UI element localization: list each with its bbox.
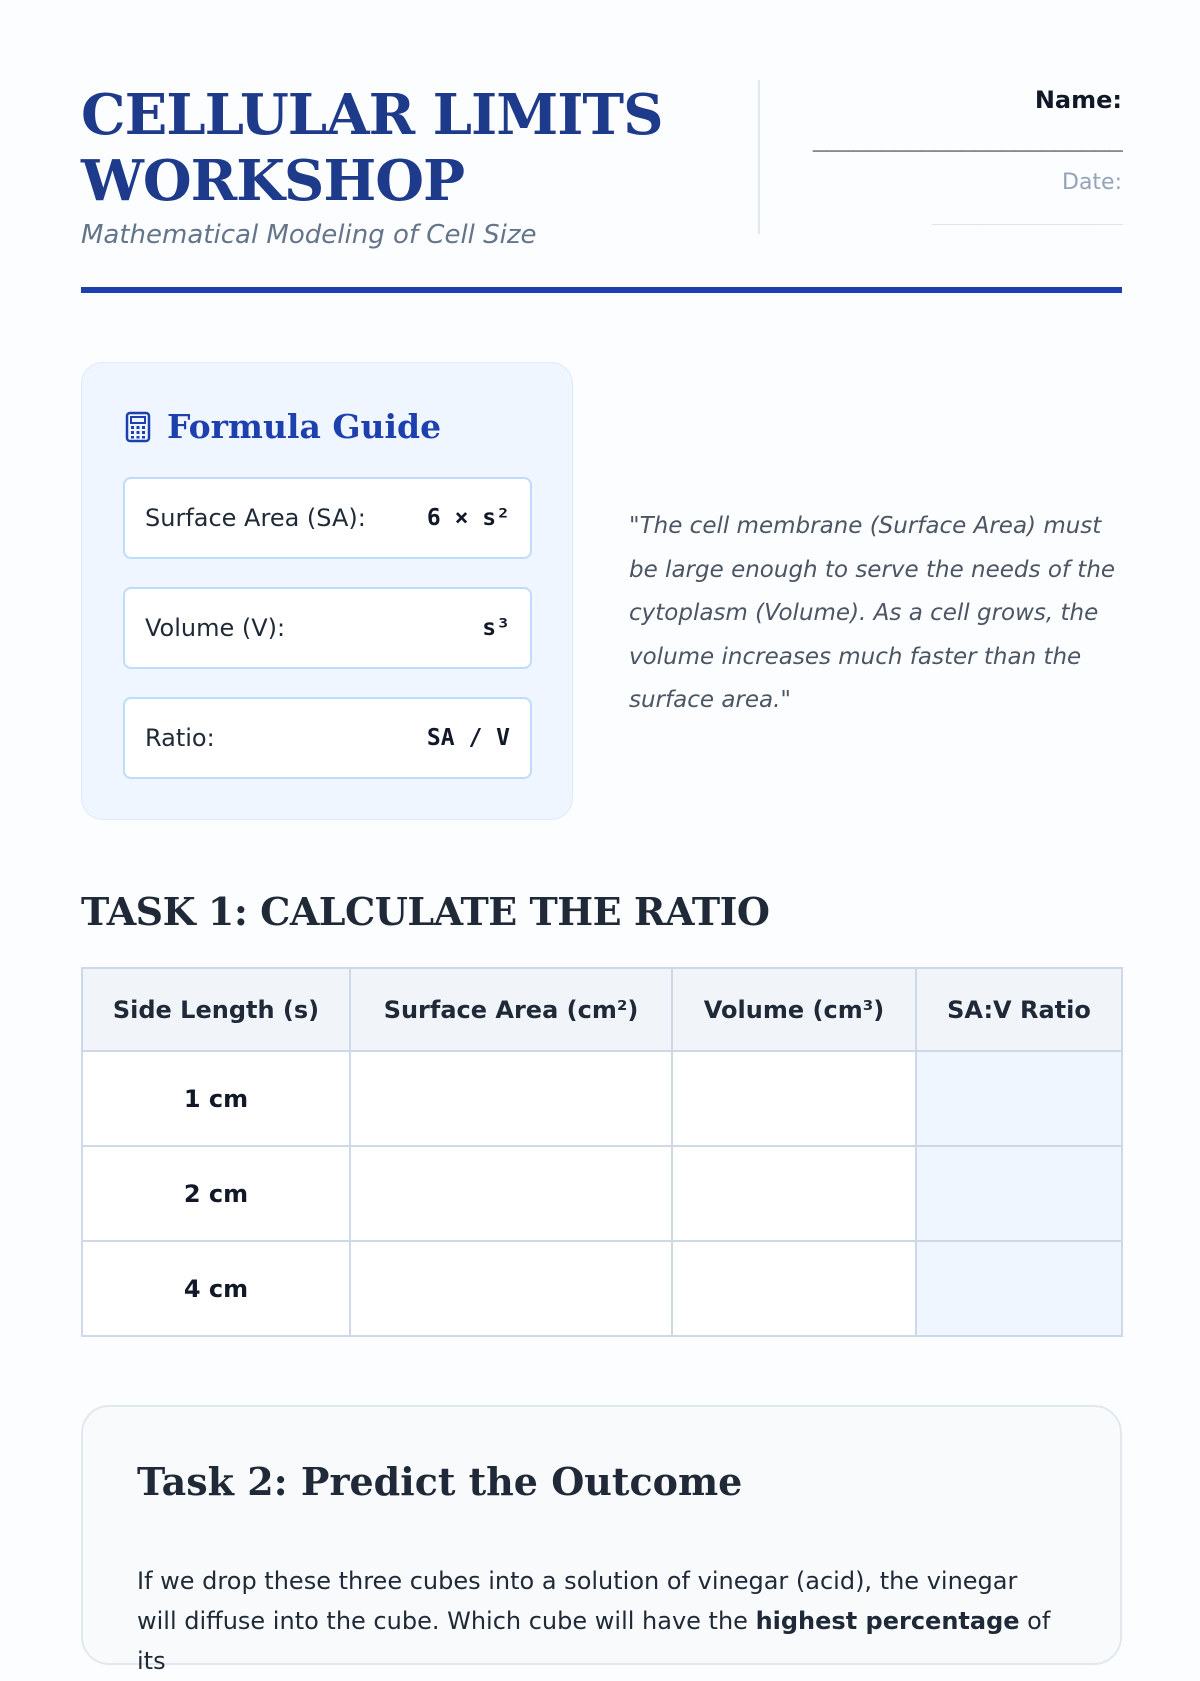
formula-guide-card xyxy=(81,362,573,820)
column-header: SA:V Ratio xyxy=(916,968,1122,1051)
title-line-1: CELLULAR LIMITS xyxy=(81,82,663,148)
task2-emphasis: highest percentage xyxy=(755,1607,1020,1635)
side-length-cell: 2 cm xyxy=(82,1146,350,1241)
task1-heading: TASK 1: CALCULATE THE RATIO xyxy=(81,889,770,934)
formula-value: 6 × s² xyxy=(426,505,510,531)
task2-text-end: of its xyxy=(137,1607,1051,1675)
formula-volume xyxy=(123,587,532,669)
formula-value: SA / V xyxy=(426,725,510,751)
surface-area-answer-cell[interactable] xyxy=(350,1241,672,1336)
task2-text: If we drop these three cubes into a solution of vinegar (acid), the vinegar will diffuse into the cube. Which cube will have the xyxy=(137,1567,1018,1635)
volume-answer-cell[interactable] xyxy=(672,1241,916,1336)
formula-guide-title: Formula Guide xyxy=(167,407,442,446)
side-length-cell: 4 cm xyxy=(82,1241,350,1336)
date-field[interactable]: ______________________ xyxy=(932,206,1122,225)
page-subtitle: Mathematical Modeling of Cell Size xyxy=(81,220,537,250)
ratio-answer-cell[interactable] xyxy=(916,1241,1122,1336)
worksheet-header xyxy=(81,0,1122,296)
volume-answer-cell[interactable] xyxy=(672,1146,916,1241)
formula-label: Surface Area (SA): xyxy=(145,504,366,532)
table-row xyxy=(82,1146,1122,1241)
task2-card xyxy=(81,1405,1122,1675)
formula-value: s³ xyxy=(482,615,510,641)
date-label: Date: xyxy=(1062,170,1122,195)
ratio-answer-cell[interactable] xyxy=(916,1146,1122,1241)
concept-quote: "The cell membrane (Surface Area) must be large enough to serve the needs of the cytoplasm (Volume). As a cell grows, the volume increases much faster than the surface area." xyxy=(629,513,1116,713)
name-field[interactable]: _______________________ xyxy=(812,124,1122,152)
volume-answer-cell[interactable] xyxy=(672,1051,916,1146)
calculator-icon xyxy=(125,411,151,443)
column-header: Surface Area (cm²) xyxy=(350,968,672,1051)
header-divider xyxy=(758,80,760,234)
table-header-row xyxy=(82,968,1122,1051)
formula-label: Ratio: xyxy=(145,724,215,752)
formula-ratio xyxy=(123,697,532,779)
table-row xyxy=(82,1051,1122,1146)
column-header: Volume (cm³) xyxy=(672,968,916,1051)
formula-guide-header xyxy=(125,407,441,446)
ratio-table xyxy=(81,967,1123,1337)
header-rule xyxy=(81,287,1122,293)
page-title xyxy=(81,82,663,214)
table-row xyxy=(82,1241,1122,1336)
formula-label: Volume (V): xyxy=(145,614,286,642)
name-label: Name: xyxy=(1034,86,1122,114)
worksheet-page xyxy=(81,0,1122,1675)
side-length-cell: 1 cm xyxy=(82,1051,350,1146)
formula-surface-area xyxy=(123,477,532,559)
task2-prompt xyxy=(137,1561,1057,1681)
ratio-answer-cell[interactable] xyxy=(916,1051,1122,1146)
column-header: Side Length (s) xyxy=(82,968,350,1051)
task2-heading: Task 2: Predict the Outcome xyxy=(137,1459,743,1504)
surface-area-answer-cell[interactable] xyxy=(350,1051,672,1146)
title-line-2: WORKSHOP xyxy=(81,148,465,214)
surface-area-answer-cell[interactable] xyxy=(350,1146,672,1241)
